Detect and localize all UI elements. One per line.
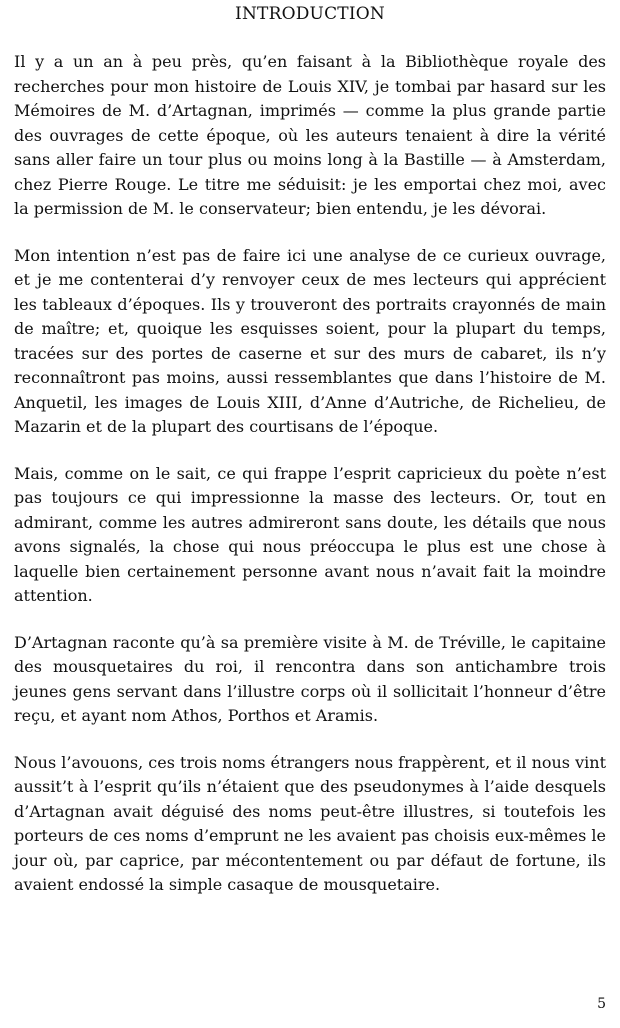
paragraph-1: Il y a un an à peu près, qu’en faisant à la Bibliothèque royale des recherches pour mon histoire de Louis XIV, je tombai par hasard sur les Mémoires de M. d’Artagnan, imprimés — comme la plus grande partie des ouvrages de cette époque, où les auteurs tenaient à dire la vérité sans aller faire un tour plus ou moins long à la Bastille — à Amsterdam, chez Pierre Rouge. Le titre me séduisit: je les emportai chez moi, avec la permission de M. le conservateur; bien entendu, je les dévorai. xyxy=(14,52,606,218)
paragraph-4: D’Artagnan raconte qu’à sa première visite à M. de Tréville, le capitaine des mousquetaires du roi, il rencontra dans son antichambre trois jeunes gens servant dans l’illustre corps où il sollicitait l’honneur d’être reçu, et ayant nom Athos, Porthos et Aramis. xyxy=(14,632,606,725)
chapter-title: INTRODUCTION xyxy=(235,4,385,24)
paragraph-5: Nous l’avouons, ces trois noms étrangers nous frappèrent, et il nous vint aussit’t à l’esprit qu’ils n’étaient que des pseudonymes à l’aide desquels d’Artagnan avait déguisé des noms peut-être illustres, si toutefois les porteurs de ces noms d’emprunt ne les avaient pas choisis eux-mêmes le jour où, par caprice, par mécontentement ou par défaut de fortune, ils avaient endossé la simple casaque de mousquetaire. xyxy=(14,752,606,894)
page-number: 5 xyxy=(597,996,606,1012)
body-text xyxy=(14,50,606,920)
paragraph-2: Mon intention n’est pas de faire ici une analyse de ce curieux ouvrage, et je me contenterai d’y renvoyer ceux de mes lecteurs qui apprécient les tableaux d’époques. Ils y trouveront des portraits crayonnés de main de maître; et, quoique les esquisses soient, pour la plupart du temps, tracées sur des portes de caserne et sur des murs de cabaret, ils n’y reconnaîtront pas moins, aussi ressemblantes que dans l’histoire de M. Anquetil, les images de Louis XIII, d’Anne d’Autriche, de Richelieu, de Mazarin et de la plupart des courtisans de l’époque. xyxy=(14,245,606,436)
paragraph-3: Mais, comme on le sait, ce qui frappe l’esprit capricieux du poète n’est pas toujours ce qui impressionne la masse des lecteurs. Or, tout en admirant, comme les autres admireront sans doute, les détails que nous avons signalés, la chose qui nous préoccupa le plus est une chose à laquelle bien certainement personne avant nous n’avait fait la moindre attention. xyxy=(14,463,606,605)
